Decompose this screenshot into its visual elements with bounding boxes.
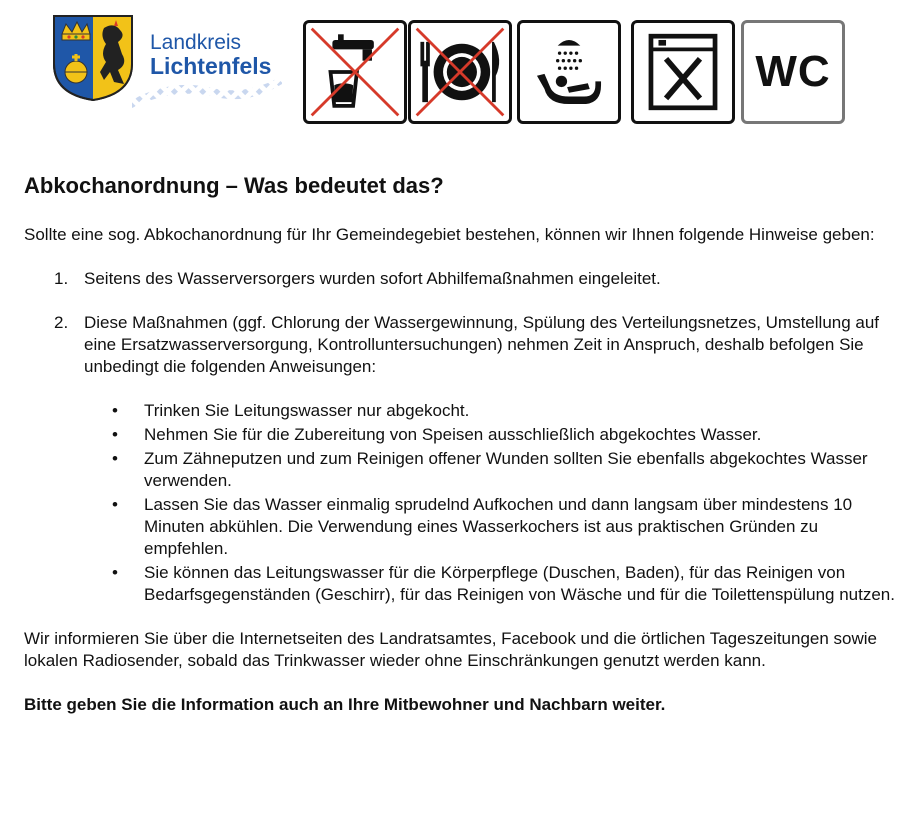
shower-bath-icon: [517, 20, 621, 124]
notice-content: [24, 172, 896, 716]
bullet-icon: •: [112, 495, 118, 514]
bullet-item: [84, 562, 896, 606]
numbered-item-text: Seitens des Wasserversorgers wurden sofort Abhilfemaßnahmen eingeleitet.: [84, 269, 661, 288]
bullet-text: Sie können das Leitungswasser für die Körperpflege (Duschen, Baden), für das Reinigen von Bedarfsgegenständen (Geschirr), für das Reinigen von Wäsche und für die Toilettenspülung nutzen.: [144, 563, 895, 604]
header: [0, 0, 912, 150]
bullet-text: Zum Zähneputzen und zum Reinigen offener Wunden sollten Sie ebenfalls abgekochtes Wasser verwenden.: [144, 449, 868, 490]
bullet-item: [84, 424, 896, 446]
list-number: 1.: [54, 269, 69, 288]
bullet-icon: •: [112, 563, 118, 582]
bullet-text: Trinken Sie Leitungswasser nur abgekocht.: [144, 401, 470, 420]
faucet-glass-crossed-icon: [303, 20, 407, 124]
logo-line-2: Lichtenfels: [150, 53, 272, 79]
wc-icon: [741, 20, 845, 124]
final-notice: Bitte geben Sie die Information auch an Ihre Mitbewohner und Nachbarn weiter.: [24, 695, 666, 714]
numbered-list: [24, 268, 896, 606]
page-title: Abkochanordnung – Was bedeutet das?: [24, 173, 444, 198]
plate-cutlery-crossed-icon: [408, 20, 512, 124]
wc-label: WC: [755, 47, 831, 96]
intro-paragraph: Sollte eine sog. Abkochanordnung für Ihr Gemeindegebiet bestehen, können wir Ihnen folgende Hinweise geben:: [24, 225, 875, 244]
bullet-item: [84, 494, 896, 560]
bullet-icon: •: [112, 449, 118, 468]
outro-paragraph: Wir informieren Sie über die Internetseiten des Landratsamtes, Facebook und die örtlichen Tageszeitungen sowie lokalen Radiosender, sobald das Trinkwasser wieder ohne Einschränkungen genutzt werden kann.: [24, 629, 878, 670]
logo-line-1: Landkreis: [150, 31, 242, 54]
bullet-item: [84, 448, 896, 492]
district-logo-text: [150, 32, 271, 78]
list-number: 2.: [54, 313, 69, 332]
coat-of-arms-logo: [52, 14, 134, 102]
bullet-item: [84, 400, 896, 422]
numbered-item-2: [24, 312, 896, 606]
washing-machine-crossed-icon: [631, 20, 735, 124]
bullet-text: Lassen Sie das Wasser einmalig sprudelnd Aufkochen und dann langsam über mindestens 10 Minuten abkühlen. Die Verwendung eines Wasserkochers ist aus praktischen Gründen zu empfehlen.: [144, 495, 853, 558]
logo-wave-pattern: [132, 74, 282, 110]
bullet-list: [84, 400, 896, 606]
numbered-item-text: Diese Maßnahmen (ggf. Chlorung der Wassergewinnung, Spülung des Verteilungsnetzes, Umstellung auf eine Ersatzwasserversorgung, Kontrolluntersuchungen) nehmen Zeit in Anspruch, deshalb befolgen Sie unbedingt die folgenden Anweisungen:: [84, 313, 880, 376]
bullet-icon: •: [112, 401, 118, 420]
numbered-item-1: [24, 268, 896, 290]
bullet-text: Nehmen Sie für die Zubereitung von Speisen ausschließlich abgekochtes Wasser.: [144, 425, 762, 444]
bullet-icon: •: [112, 425, 118, 444]
